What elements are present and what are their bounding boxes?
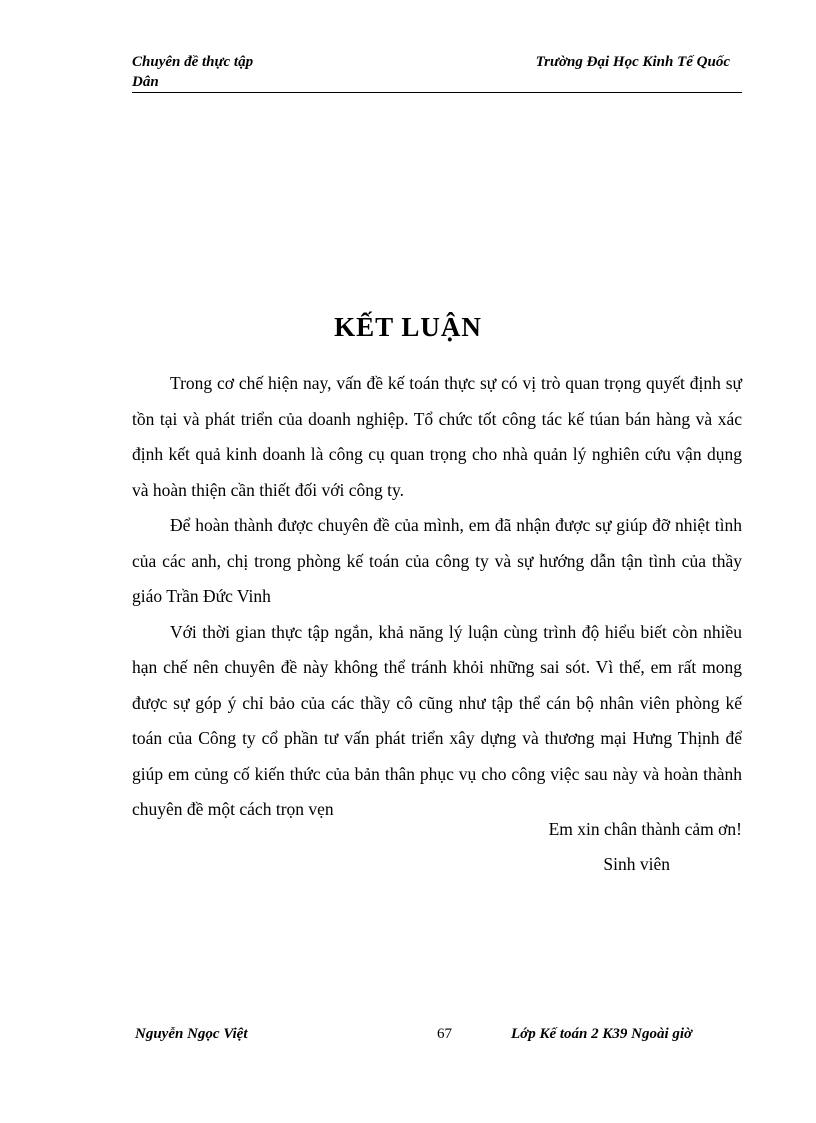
page-title: KẾT LUẬN bbox=[334, 312, 482, 342]
closing-signer: Sinh viên bbox=[603, 854, 670, 874]
page-header bbox=[132, 52, 742, 93]
closing-block bbox=[549, 812, 742, 882]
page-footer bbox=[0, 1026, 816, 1050]
paragraph: Để hoàn thành được chuyên đề của mình, em đã nhận được sự giúp đỡ nhiệt tình của các anh, chị trong phòng kế toán của công ty và sự hướng dẫn tận tình của thầy giáo Trần Đức Vinh bbox=[132, 515, 742, 606]
conclusion-body bbox=[132, 366, 742, 828]
footer-author: Nguyễn Ngọc Việt bbox=[135, 1026, 248, 1042]
footer-class: Lớp Kế toán 2 K39 Ngoài giờ bbox=[511, 1026, 693, 1042]
paragraph: Với thời gian thực tập ngắn, khả năng lý luận cùng trình độ hiểu biết còn nhiều hạn chế nên chuyên đề này không thể tránh khỏi những sai sót. Vì thế, em rất mong được sự góp ý chỉ bảo của các thầy cô cũng như tập thể cán bộ nhân viên phòng kế toán của Công ty cổ phần tư vấn phát triển xây dựng và thương mại Hưng Thịnh để giúp em củng cố kiến thức của bản thân phục vụ cho công việc sau này và hoàn thành chuyên đề một cách trọn vẹn bbox=[132, 621, 742, 819]
header-document-type-continued: Dân bbox=[132, 74, 159, 90]
header-university: Trường Đại Học Kinh Tế Quốc bbox=[535, 54, 730, 70]
header-left bbox=[132, 52, 253, 92]
closing-thanks: Em xin chân thành cảm ơn! bbox=[548, 819, 742, 839]
paragraph: Trong cơ chế hiện nay, vấn đề kế toán thực sự có vị trò quan trọng quyết định sự tồn tại và phát triển của doanh nghiệp. Tổ chức tốt công tác kế túan bán hàng và xác định kết quả kinh doanh là công cụ quan trọng cho nhà quản lý nghiên cứu vận dụng và hoàn thiện cần thiết đối với công ty. bbox=[132, 373, 742, 500]
page-number: 67 bbox=[437, 1026, 452, 1042]
header-document-type: Chuyên đề thực tập bbox=[132, 54, 254, 70]
